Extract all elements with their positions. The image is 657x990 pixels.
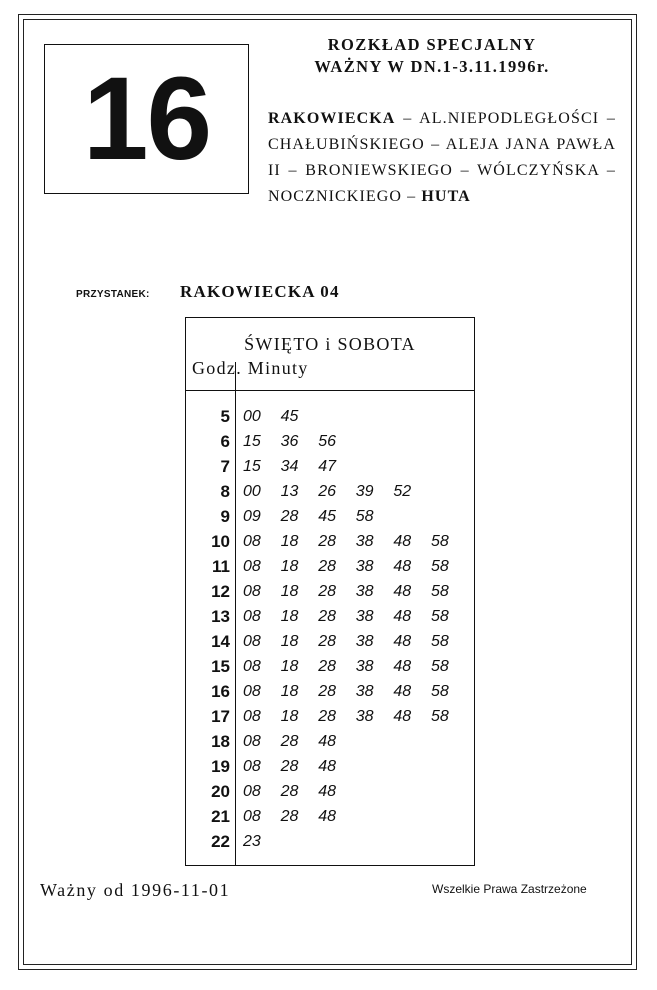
timetable-day-type: ŚWIĘTO i SOBOTA [244, 334, 416, 354]
minute-value: 45 [318, 508, 336, 525]
minute-value: 58 [430, 583, 449, 600]
table-row [186, 604, 474, 629]
hour-cell: 5 [220, 407, 230, 426]
minutes-cell [243, 504, 393, 529]
minute-value: 48 [393, 583, 412, 600]
minute-value: 28 [318, 533, 336, 550]
minute-value: 28 [280, 758, 299, 775]
minute-value: 08 [243, 658, 261, 675]
hour-cell: 21 [211, 807, 230, 826]
route-via: – AL.NIEPODLEGŁOŚCI – CHAŁUBIŃSKIEGO – ALEJA JANA PAWŁA II – BRONIEWSKIEGO – WÓLCZYŃSKA – NOCZNICKIEGO – [268, 110, 616, 205]
stop-label: PRZYSTANEK: [76, 289, 150, 300]
minute-value: 28 [318, 558, 336, 575]
minutes-cell [243, 429, 356, 454]
route-end: HUTA [421, 188, 471, 205]
minute-value: 26 [318, 483, 336, 500]
minute-value: 28 [280, 508, 299, 525]
minute-value: 48 [318, 758, 336, 775]
minute-value: 56 [318, 433, 336, 450]
minute-value: 48 [318, 783, 336, 800]
timetable [185, 317, 475, 866]
minutes-cell [243, 579, 469, 604]
minute-value: 08 [243, 733, 261, 750]
table-row [186, 829, 474, 854]
table-row [186, 679, 474, 704]
minute-value: 15 [243, 433, 261, 450]
minute-value: 38 [355, 658, 374, 675]
minutes-cell [243, 779, 356, 804]
minute-value: 48 [318, 733, 336, 750]
minute-value: 23 [243, 833, 261, 850]
special-schedule-title: ROZKŁAD SPECJALNY [327, 35, 537, 54]
minute-value: 18 [280, 558, 299, 575]
minute-value: 36 [280, 433, 299, 450]
minute-value: 28 [318, 633, 336, 650]
table-row [186, 729, 474, 754]
minute-value: 28 [280, 808, 299, 825]
minute-value: 48 [393, 558, 412, 575]
special-schedule [262, 34, 602, 78]
minute-value: 58 [430, 658, 449, 675]
minutes-cell [243, 729, 356, 754]
rights-notice: Wszelkie Prawa Zastrzeżone [432, 882, 587, 896]
minute-value: 58 [430, 558, 449, 575]
minute-value: 58 [430, 708, 449, 725]
minute-value: 52 [393, 483, 412, 500]
minute-value: 39 [355, 483, 374, 500]
minute-value: 38 [355, 533, 374, 550]
hour-cell: 14 [211, 632, 230, 651]
table-row [186, 754, 474, 779]
minute-value: 09 [243, 508, 261, 525]
hour-cell: 17 [211, 707, 230, 726]
minute-value: 48 [393, 533, 412, 550]
minute-value: 18 [280, 658, 299, 675]
table-row [186, 654, 474, 679]
minute-value: 48 [393, 683, 412, 700]
minute-value: 08 [243, 683, 261, 700]
minute-value: 58 [430, 683, 449, 700]
route-description [268, 106, 616, 210]
minute-value: 28 [280, 733, 299, 750]
minute-value: 18 [280, 633, 299, 650]
minute-value: 08 [243, 633, 261, 650]
minute-value: 18 [280, 708, 299, 725]
hour-cell: 6 [220, 432, 230, 451]
special-schedule-validity: WAŻNY W DN.1-3.11.1996r. [314, 57, 550, 76]
timetable-divider [186, 390, 474, 391]
minutes-cell [243, 754, 356, 779]
minutes-cell [243, 804, 356, 829]
hour-cell: 7 [220, 457, 230, 476]
table-row [186, 529, 474, 554]
table-row [186, 704, 474, 729]
minutes-cell [243, 679, 469, 704]
table-row [186, 404, 474, 429]
minute-value: 08 [243, 808, 261, 825]
hour-cell: 10 [211, 532, 230, 551]
hour-cell: 18 [211, 732, 230, 751]
minute-value: 38 [355, 583, 374, 600]
minutes-cell [243, 479, 431, 504]
timetable-header: Godz. Minuty [192, 358, 309, 378]
minute-value: 38 [355, 558, 374, 575]
minutes-cell [243, 654, 469, 679]
minute-value: 48 [393, 658, 412, 675]
minute-value: 18 [280, 683, 299, 700]
minute-value: 28 [318, 683, 336, 700]
minutes-cell [243, 629, 469, 654]
minute-value: 18 [280, 608, 299, 625]
table-row [186, 579, 474, 604]
table-row [186, 804, 474, 829]
hour-cell: 19 [211, 757, 230, 776]
minutes-cell [243, 554, 469, 579]
minute-value: 48 [393, 708, 412, 725]
minute-value: 48 [393, 633, 412, 650]
minute-value: 28 [318, 708, 336, 725]
hour-cell: 11 [212, 557, 230, 576]
minute-value: 08 [243, 608, 261, 625]
minute-value: 48 [393, 608, 412, 625]
hour-cell: 12 [211, 582, 230, 601]
minute-value: 58 [430, 633, 449, 650]
table-row [186, 629, 474, 654]
minutes-cell [243, 704, 469, 729]
minute-value: 28 [318, 658, 336, 675]
minute-value: 38 [355, 683, 374, 700]
minute-value: 13 [280, 483, 299, 500]
table-row [186, 504, 474, 529]
stop-name: RAKOWIECKA 04 [180, 282, 340, 301]
minutes-cell [243, 529, 469, 554]
minute-value: 00 [243, 408, 261, 425]
minute-value: 08 [243, 533, 261, 550]
minute-value: 18 [280, 533, 299, 550]
line-number: 16 [82, 53, 211, 185]
minute-value: 58 [430, 608, 449, 625]
route-start: RAKOWIECKA [268, 110, 396, 127]
minute-value: 28 [280, 783, 299, 800]
timetable-rows [186, 404, 474, 854]
hour-cell: 16 [211, 682, 230, 701]
hour-cell: 22 [211, 832, 230, 851]
hour-cell: 15 [211, 657, 230, 676]
minute-value: 38 [355, 633, 374, 650]
table-row [186, 479, 474, 504]
line-number-box [44, 44, 249, 194]
minutes-cell [243, 404, 318, 429]
hour-cell: 9 [220, 507, 230, 526]
minute-value: 08 [243, 758, 261, 775]
minute-value: 08 [243, 558, 261, 575]
hour-cell: 13 [211, 607, 230, 626]
minutes-cell [243, 454, 356, 479]
table-row [186, 554, 474, 579]
minute-value: 58 [355, 508, 374, 525]
hour-cell: 20 [211, 782, 230, 801]
hour-cell: 8 [220, 482, 230, 501]
minute-value: 45 [280, 408, 299, 425]
minute-value: 38 [355, 708, 374, 725]
table-row [186, 429, 474, 454]
minute-value: 28 [318, 608, 336, 625]
minute-value: 38 [355, 608, 374, 625]
minute-value: 48 [318, 808, 336, 825]
minute-value: 08 [243, 783, 261, 800]
minute-value: 47 [318, 458, 336, 475]
minutes-cell [243, 604, 469, 629]
valid-from: Ważny od 1996-11-01 [40, 880, 231, 900]
minutes-cell [243, 829, 281, 854]
table-row [186, 779, 474, 804]
minute-value: 00 [243, 483, 261, 500]
minute-value: 08 [243, 583, 261, 600]
minute-value: 18 [280, 583, 299, 600]
table-row [186, 454, 474, 479]
minute-value: 15 [243, 458, 261, 475]
minute-value: 28 [318, 583, 336, 600]
minute-value: 34 [280, 458, 299, 475]
minute-value: 58 [430, 533, 449, 550]
minute-value: 08 [243, 708, 261, 725]
